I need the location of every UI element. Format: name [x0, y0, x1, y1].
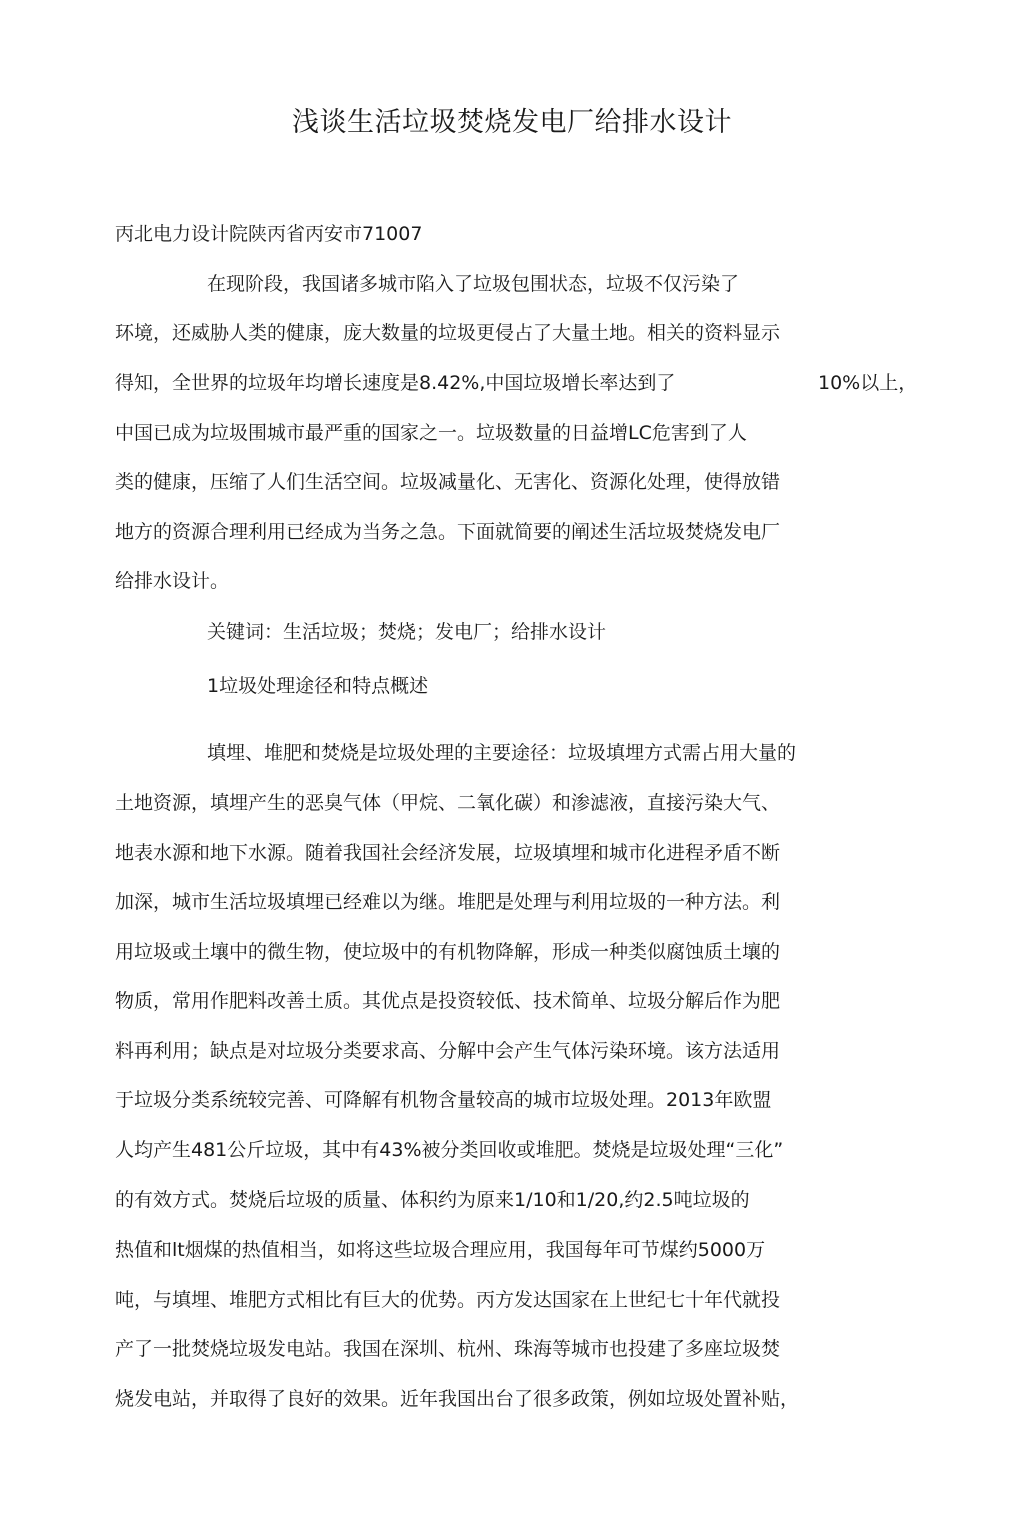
affiliation-line: 丙北电力设计院陕丙省丙安市71007 [115, 223, 423, 245]
paragraph-line: 于垃圾分类系统较完善、可降解有机物含量较高的城市垃圾处理。2013年欧盟 [115, 1089, 772, 1111]
paragraph-line: 的有效方式。焚烧后垃圾的质量、体积约为原来1/10和1/20,约2.5吨垃圾的 [115, 1189, 750, 1211]
paragraph-line: 环境，还威胁人类的健康，庞大数量的垃圾更侵占了大量土地。相关的资料显示 [115, 322, 781, 344]
paragraph-line: 地表水源和地下水源。随着我国社会经济发展，垃圾填埋和城市化进程矛盾不断 [115, 842, 781, 864]
paragraph-line: 料再利用；缺点是对垃圾分类要求高、分解中会产生气体污染环境。该方法适用 [115, 1040, 781, 1062]
section-heading: 1垃圾处理途径和特点概述 [207, 675, 429, 697]
paragraph-line: 加深，城市生活垃圾填埋已经难以为继。堆肥是处理与利用垃圾的一种方法。利 [115, 891, 781, 913]
paragraph-line: 在现阶段，我国诸多城市陷入了垃圾包围状态，垃圾不仅污染了 [207, 273, 740, 295]
paragraph-line: 中国已成为垃圾围城市最严重的国家之一。垃圾数量的日益增LC危害到了人 [115, 422, 747, 444]
keywords-line: 关键词：生活垃圾；焚烧；发电厂；给排水设计 [207, 621, 607, 643]
paragraph-line: 物质，常用作肥料改善土质。其优点是投资较低、技术简单、垃圾分解后作为肥 [115, 990, 781, 1012]
document-title: 浅谈生活垃圾焚烧发电厂给排水设计 [292, 107, 732, 138]
paragraph-line: 热值和lt烟煤的热值相当，如将这些垃圾合理应用，我国每年可节煤约5000万 [115, 1239, 766, 1261]
paragraph-line: 人均产生481公斤垃圾，其中有43%被分类回收或堆肥。焚烧是垃圾处理“三化” [115, 1139, 784, 1161]
paragraph-line: 用垃圾或土壤中的微生物，使垃圾中的有机物降解，形成一种类似腐蚀质土壤的 [115, 941, 781, 963]
paragraph-line-tail: 10%以上， [818, 372, 918, 394]
paragraph-line: 土地资源，填埋产生的恶臭气体（甲烷、二氧化碳）和渗滤液，直接污染大气、 [115, 792, 781, 814]
paragraph-line: 烧发电站，并取得了良好的效果。近年我国出台了很多政策，例如垃圾处置补贴， [115, 1388, 800, 1410]
paragraph-line: 类的健康，压缩了人们生活空间。垃圾减量化、无害化、资源化处理，使得放错 [115, 471, 781, 493]
paragraph-line: 地方的资源合理利用已经成为当务之急。下面就简要的阐述生活垃圾焚烧发电厂 [115, 521, 781, 543]
paragraph-line: 填埋、堆肥和焚烧是垃圾处理的主要途径：垃圾填埋方式需占用大量的 [207, 742, 797, 764]
paragraph-line: 产了一批焚烧垃圾发电站。我国在深圳、杭州、珠海等城市也投建了多座垃圾焚 [115, 1338, 781, 1360]
paragraph-line: 得知，全世界的垃圾年均增长速度是8.42%,中国垃圾增长率达到了 [115, 372, 676, 394]
paragraph-line: 吨，与填埋、堆肥方式相比有巨大的优势。丙方发达国家在上世纪七十年代就投 [115, 1289, 781, 1311]
paragraph-line: 给排水设计。 [115, 570, 230, 592]
